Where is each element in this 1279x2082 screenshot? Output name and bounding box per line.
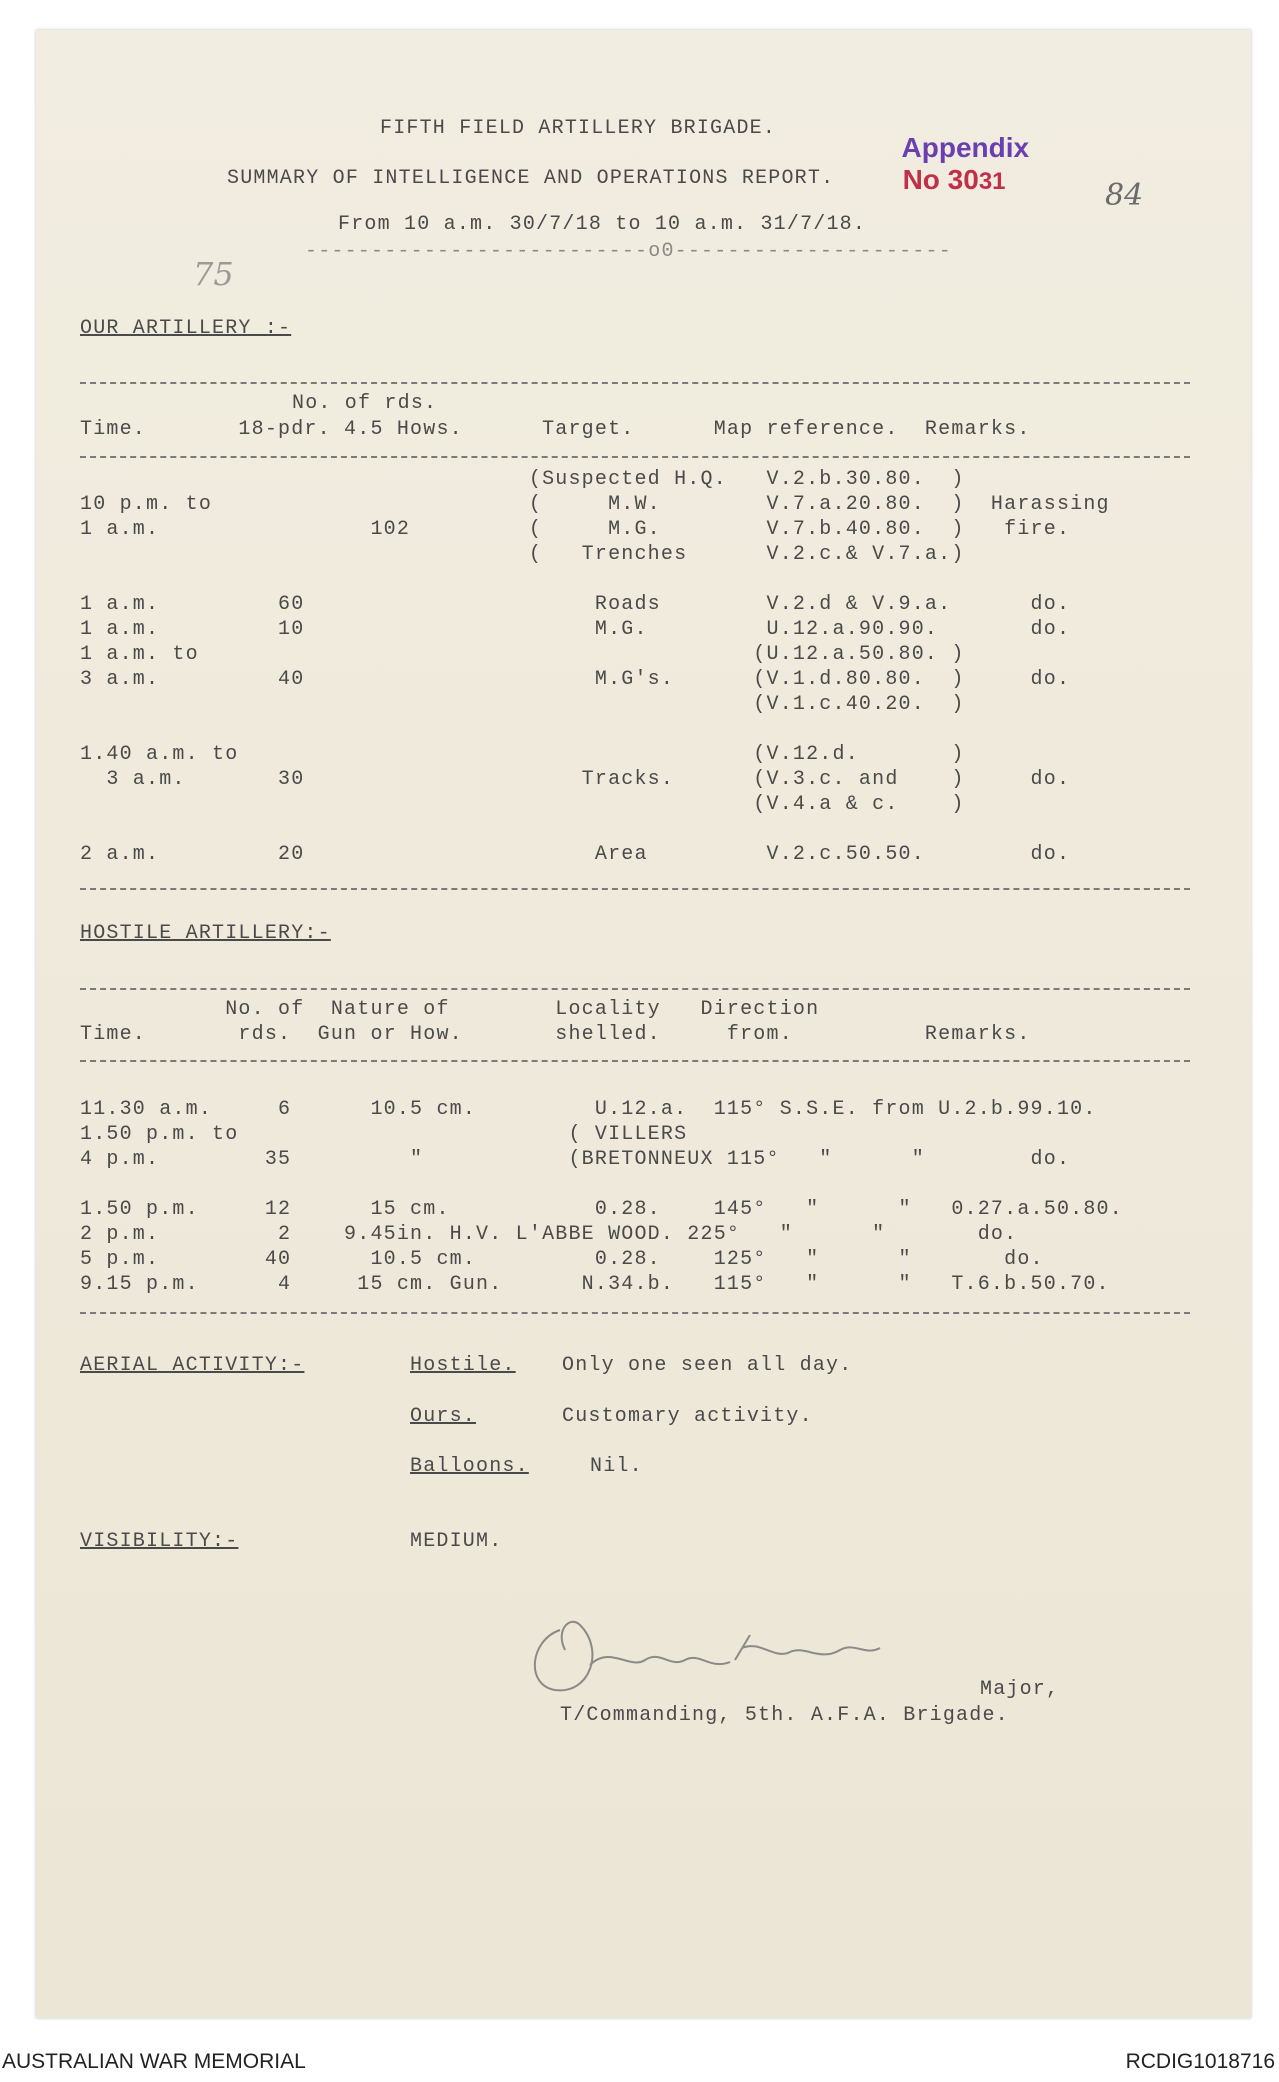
report-subtitle: SUMMARY OF INTELLIGENCE AND OPERATIONS REPORT. (227, 167, 835, 190)
our-artillery-row: 1 a.m. 60 Roads V.2.d & V.9.a. do. (80, 593, 1071, 616)
aerial-hostile-value: Only one seen all day. (562, 1354, 853, 1377)
appendix-number: No 30 (902, 164, 979, 195)
our-artillery-row: (V.1.c.40.20. ) (80, 693, 965, 716)
report-title: FIFTH FIELD ARTILLERY BRIGADE. (380, 117, 777, 140)
our-artillery-heading: OUR ARTILLERY :- (80, 317, 292, 340)
header-rule: --------------------------o0--------------------- (305, 240, 952, 263)
divider (80, 1060, 1190, 1062)
appendix-stamp (887, 100, 1029, 196)
aerial-balloons-value: Nil. (590, 1455, 643, 1478)
hostile-artillery-heading: HOSTILE ARTILLERY:- (80, 922, 331, 945)
divider (80, 382, 1190, 384)
hostile-artillery-row: 5 p.m. 40 10.5 cm. 0.28. 125° " " do. (80, 1248, 1044, 1271)
hostile-artillery-row: 1.50 p.m. 12 15 cm. 0.28. 145° " " 0.27.a.50.80. (80, 1198, 1123, 1221)
signatory-title: T/Commanding, 5th. A.F.A. Brigade. (560, 1704, 1009, 1727)
aerial-ours-label: Ours. (410, 1405, 477, 1428)
hostile-artillery-header-1: No. of Nature of Locality Direction (80, 998, 820, 1021)
handwritten-signature (520, 1590, 910, 1700)
divider (80, 1312, 1190, 1314)
signatory-rank: Major, (980, 1678, 1060, 1701)
report-period: From 10 a.m. 30/7/18 to 10 a.m. 31/7/18. (338, 213, 867, 236)
divider (80, 456, 1190, 458)
our-artillery-header: Time. 18-pdr. 4.5 Hows. Target. Map reference. Remarks. (80, 418, 1031, 441)
aerial-balloons-label: Balloons. (410, 1455, 529, 1478)
aerial-ours-value: Customary activity. (562, 1405, 813, 1428)
hostile-artillery-row: 11.30 a.m. 6 10.5 cm. U.12.a. 115° S.S.E. from U.2.b.99.10. (80, 1098, 1097, 1121)
our-artillery-row: 1 a.m. 102 ( M.G. V.7.b.40.80. ) fire. (80, 518, 1071, 541)
archive-reference: RCDIG1018716 (1125, 2050, 1275, 2073)
our-artillery-header-rounds: No. of rds. (292, 392, 438, 415)
aerial-activity-heading: AERIAL ACTIVITY:- (80, 1354, 305, 1377)
our-artillery-row: (Suspected H.Q. V.2.b.30.80. ) (80, 468, 965, 491)
divider (80, 988, 1190, 990)
hostile-artillery-row: 9.15 p.m. 4 15 cm. Gun. N.34.b. 115° " " T.6.b.50.70. (80, 1273, 1110, 1296)
our-artillery-row: 2 a.m. 20 Area V.2.c.50.50. do. (80, 843, 1071, 866)
our-artillery-row: (V.4.a & c. ) (80, 793, 965, 816)
our-artillery-row: 1 a.m. 10 M.G. U.12.a.90.90. do. (80, 618, 1071, 641)
our-artillery-row: 10 p.m. to ( M.W. V.7.a.20.80. ) Harassing (80, 493, 1110, 516)
folio-number-left: 75 (193, 255, 234, 293)
our-artillery-row: 3 a.m. 30 Tracks. (V.3.c. and ) do. (80, 768, 1071, 791)
our-artillery-row: 1 a.m. to (U.12.a.50.80. ) (80, 643, 965, 666)
our-artillery-row: 3 a.m. 40 M.G's. (V.1.d.80.80. ) do. (80, 668, 1071, 691)
aerial-hostile-label: Hostile. (410, 1354, 516, 1377)
divider (80, 888, 1190, 890)
visibility-heading: VISIBILITY:- (80, 1530, 239, 1553)
hostile-artillery-row: 4 p.m. 35 " (BRETONNEUX 115° " " do. (80, 1148, 1071, 1171)
our-artillery-row: ( Trenches V.2.c.& V.7.a.) (80, 543, 965, 566)
folio-number-top: 84 (1105, 178, 1144, 213)
hostile-artillery-row: 2 p.m. 2 9.45in. H.V. L'ABBE WOOD. 225° " " do. (80, 1223, 1018, 1246)
appendix-label: Appendix (901, 132, 1030, 163)
hostile-artillery-header-2: Time. rds. Gun or How. shelled. from. Remarks. (80, 1023, 1031, 1046)
visibility-value: MEDIUM. (410, 1530, 503, 1553)
appendix-number-alt: 31 (978, 168, 1006, 195)
hostile-artillery-row: 1.50 p.m. to ( VILLERS (80, 1123, 688, 1146)
our-artillery-row: 1.40 a.m. to (V.12.d. ) (80, 743, 965, 766)
archive-credit: AUSTRALIAN WAR MEMORIAL (2, 2050, 306, 2073)
